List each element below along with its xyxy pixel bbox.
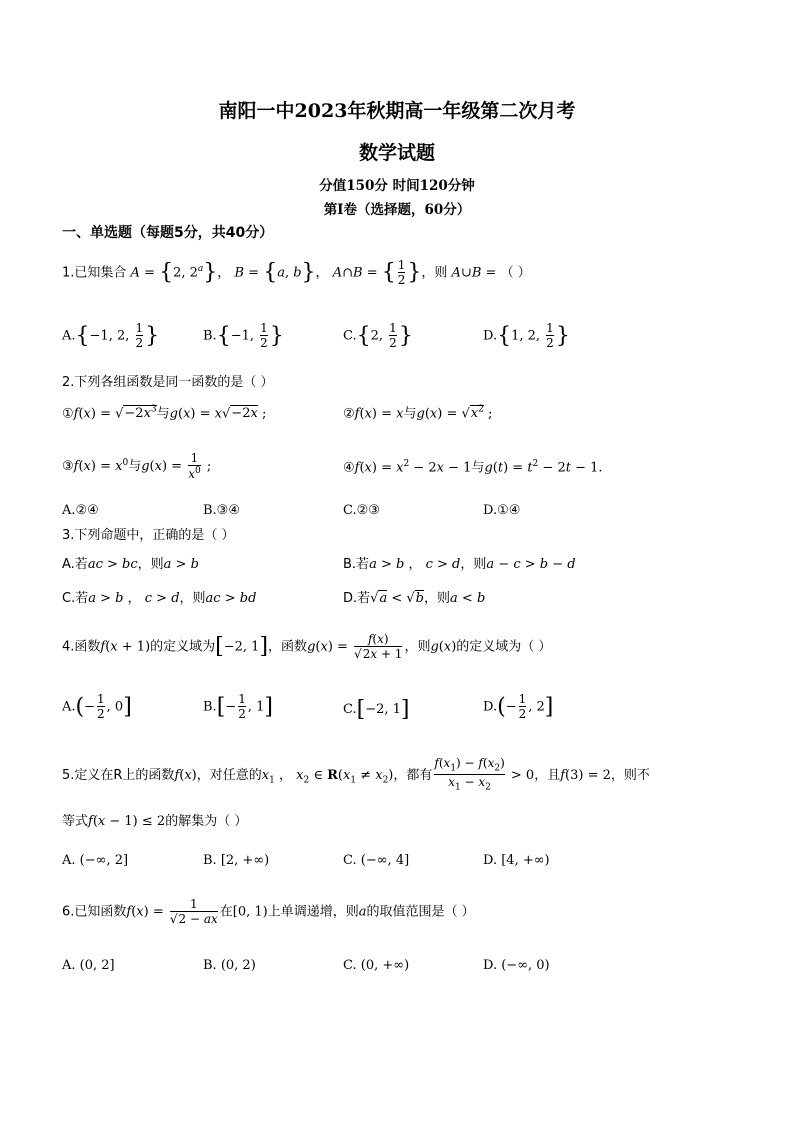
exam-title: 南阳一中2023年秋期高一年级第二次月考 — [218, 100, 576, 122]
q2-option-c[interactable]: C.②③ — [343, 503, 380, 518]
question-1: 1.已知集合 A = {2, 2$^a$}， B = {a, b}， A∩B = { $\frac{1}{2}$ }，则 A∪B = （ ） — [62, 257, 531, 287]
q5-option-b[interactable]: B. [2, +∞) — [203, 853, 270, 868]
question-5-cont: 等式f(x − 1) ≤ 2的解集为（ ） — [62, 814, 248, 829]
question-2: 2.下列各组函数是同一函数的是（ ） — [62, 375, 274, 390]
q5-option-c[interactable]: C. (−∞, 4] — [343, 853, 410, 868]
q2-item-3: ③f(x) = $x^0$与g(x) = $\frac{1}{x^0}$ ; — [62, 451, 212, 482]
q6-option-c[interactable]: C. (0, +∞) — [343, 958, 410, 973]
q2-item-1: ①f(x) = $√-2x^3$与g(x) = x√−2x ; — [62, 405, 267, 422]
q3-option-b[interactable]: B.若a > b ， c > d，则a − c > b − d — [343, 557, 576, 572]
q3-option-a[interactable]: A.若ac > bc，则a > b — [62, 557, 199, 572]
q1-option-d[interactable]: D.{1, 2, $\frac{1}{2}$ } — [483, 321, 570, 351]
question-4: 4.函数f(x + 1)的定义域为[−2, 1]，函数g(x) = $\frac{f(x)}{√2x + 1}$ ，则g(x)的定义域为（ ） — [62, 631, 552, 661]
q6-option-b[interactable]: B. (0, 2) — [203, 958, 256, 973]
q1-option-b[interactable]: B.{−1, $\frac{1}{2}$ } — [203, 321, 284, 351]
q2-item-2: ②f(x) = x与$g(x) = √x^2$ ; — [343, 405, 493, 422]
exam-meta: 分值150分 时间120分钟 — [319, 178, 475, 194]
q5-option-d[interactable]: D. [4, +∞) — [483, 853, 550, 868]
question-5: 5.定义在R上的函数f(x)，对任意的$x_1$ ， $x_2$ ∈ $R(x_1 \ne x_2)$，都有 $\frac{f(x_1) - f(x_2)}{x_1 - x_2}$ > 0，且f(3) = 2，则不 — [62, 756, 650, 793]
q4-option-b[interactable]: B.[− $\frac{1}{2}$ , 1] — [203, 692, 273, 722]
q1-option-a[interactable]: A.{−1, 2, $\frac{1}{2}$ } — [62, 321, 160, 351]
q5-option-a[interactable]: A. (−∞, 2] — [62, 853, 129, 868]
q6-option-d[interactable]: D. (−∞, 0) — [483, 958, 550, 973]
q3-option-d[interactable]: D.若√a < √b，则a < b — [343, 591, 486, 606]
question-3: 3.下列命题中，正确的是（ ） — [62, 528, 235, 543]
q2-item-4: ④f(x) = $x^2 - 2x - 1$与$g(t) = t^2 - 2t - 1$. — [343, 459, 603, 476]
q2-option-b[interactable]: B.③④ — [203, 503, 240, 518]
exam-part: 第Ⅰ卷（选择题，60分） — [323, 202, 471, 218]
q4-option-d[interactable]: D.(− $\frac{1}{2}$ , 2] — [483, 692, 554, 722]
q2-option-a[interactable]: A.②④ — [62, 503, 99, 518]
q4-option-a[interactable]: A.(− $\frac{1}{2}$ , 0] — [62, 692, 132, 722]
question-6: 6.已知函数f(x) = $\frac{1}{√2 - ax}$ 在[0, 1)上单调递增，则a的取值范围是（ ） — [62, 897, 475, 927]
q1-option-c[interactable]: C.{2, $\frac{1}{2}$ } — [343, 321, 413, 351]
exam-subject: 数学试题 — [358, 142, 435, 164]
q6-option-a[interactable]: A. (0, 2] — [62, 958, 115, 973]
q4-option-c[interactable]: C.[−2, 1] — [343, 697, 410, 722]
section-heading: 一、单选题（每题5分，共40分） — [62, 225, 274, 241]
q2-option-d[interactable]: D.①④ — [483, 503, 521, 518]
q3-option-c[interactable]: C.若a > b ， c > d，则ac > bd — [62, 591, 257, 606]
